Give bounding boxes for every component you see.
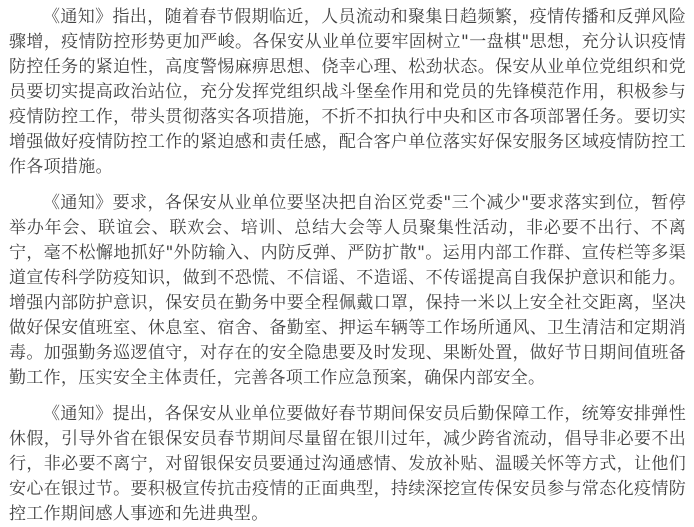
paragraph-notice-proposes: 《通知》提出，各保安从业单位要做好春节期间保安员后勤保障工作，统筹安排弹性休假，引导外省在银保安员春节期间尽量留在银川过年，减少跨省流动，倡导非必要不出行，非必要不离宁，对留银保安员要通过沟通感情、发放补贴、温暖关怀等方式，让他们安心在银过节。要积极宣传抗击疫情的正面典型，持续深挖宣传保安员参与常态化疫情防控工作期间感人事迹和先进典型。 [9,404,686,524]
paragraph-notice-points-out: 《通知》指出，随着春节假期临近，人员流动和聚集日趋频繁，疫情传播和反弹风险骤增，疫情防控形势更加严峻。各保安从业单位要牢固树立"一盘棋"思想，充分认识疫情防控任务的紧迫性，高度警惕麻痹思想、侥幸心理、松劲状态。保安从业单位党组织和党员要切实提高政治站位，充分发挥党组织战斗堡垒作用和党员的先锋模范作用，积极参与疫情防控工作，带头贯彻落实各项措施，不折不扣执行中央和区市各项部署任务。要切实增强做好疫情防控工作的紧迫感和责任感，配合客户单位落实好保安服务区域疫情防控工作各项措施。 [9,7,686,177]
paragraph-notice-requires: 《通知》要求，各保安从业单位要坚决把自治区党委"三个减少"要求落实到位，暂停举办年会、联谊会、联欢会、培训、总结大会等人员聚集性活动，非必要不出行、不离宁，毫不松懈地抓好"外防输入、内防反弹、严防扩散"。运用内部工作群、宣传栏等多渠道宣传科学防疫知识，做到不恐慌、不信谣、不造谣、不传谣提高自我保护意识和能力。增强内部防护意识，保安员在勤务中要全程佩戴口罩，保持一米以上安全社交距离，坚决做好保安值班室、休息室、宿舍、备勤室、押运车辆等工作场所通风、卫生清洁和定期消毒。加强勤务巡逻值守，对存在的安全隐患要及时发现、果断处置，做好节日期间值班备勤工作，压实安全主体责任，完善各项工作应急预案，确保内部安全。 [9,193,686,388]
